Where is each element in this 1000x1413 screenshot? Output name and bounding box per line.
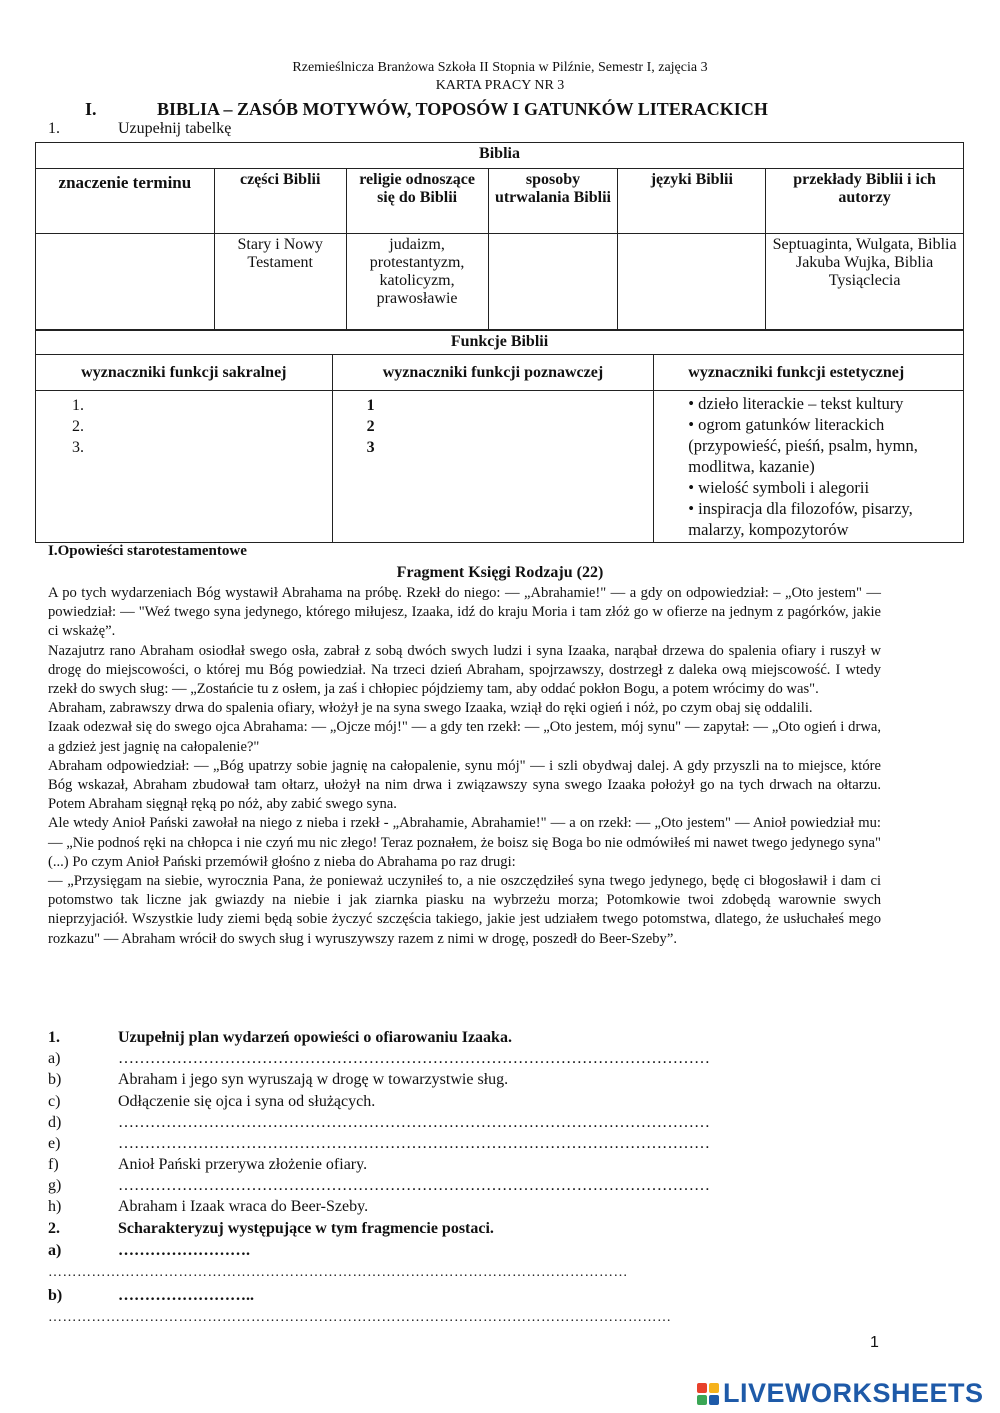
- header-sacral-function: wyznaczniki funkcji sakralnej: [36, 355, 333, 391]
- header-preservation: sposoby utrwalania Biblii: [488, 169, 618, 234]
- functions-table: [35, 330, 964, 543]
- worksheet-number: KARTA PRACY NR 3: [435, 78, 565, 93]
- aesthetic-item: • dzieło literackie – tekst kultury: [688, 394, 904, 413]
- answer-line[interactable]: …………………………………………………………………………………………………………: [48, 1265, 628, 1280]
- story-text: [48, 584, 881, 949]
- answer-line[interactable]: …………………………………………………………………………………………………………………: [48, 1310, 672, 1325]
- aesthetic-item: • ogrom gatunków literackich (przypowieść, pieśń, psalm, hymn, modlitwa, kazanie): [688, 415, 918, 476]
- plan-item-b: b) Abraham i jego syn wyruszają w drogę w towarzystwie sług.: [48, 1071, 509, 1088]
- story-paragraph: Abraham, zabrawszy drwa do spalenia ofiary, włożył je na syna swego Izaaka, wziął do ręki ogień i nóż, po czym obaj się oddalili.: [48, 700, 813, 717]
- header-cognitive-function: wyznaczniki funkcji poznawczej: [332, 355, 654, 391]
- task-2-instruction: 1. Uzupełnij plan wydarzeń opowieści o ofiarowaniu Izaaka.: [48, 1029, 512, 1046]
- character-a[interactable]: a) …………………….: [48, 1242, 250, 1259]
- functions-table-caption: Funkcje Biblii: [36, 331, 964, 355]
- cell-bible-parts: Stary i Nowy Testament: [214, 234, 346, 330]
- plan-item-c: c) Odłączenie się ojca i syna od służących.: [48, 1093, 376, 1110]
- plan-item-f: f) Anioł Pański przerywa złożenie ofiary.: [48, 1156, 368, 1173]
- plan-item-g[interactable]: g) …………………………………………………………………………………………………: [48, 1177, 710, 1194]
- fragment-title: Fragment Księgi Rodzaju (22): [396, 564, 604, 581]
- character-b[interactable]: b) ……………………..: [48, 1287, 254, 1304]
- logo-square: [697, 1383, 707, 1393]
- story-paragraph: — „Przysięgam na siebie, wyrocznia Pana, że ponieważ uczyniłeś to, a nie oszczędziłeś syna twego jedynego, będę ci błogosławił i dam ci potomstwo tak liczne jak gwiazdy na niebie i jak ziarnka piasku na wybrzeżu morza; Potomkowie twoi zdobędą warownie swych nieprzyjaciół. Wszystkie ludy ziemi będą sobie życzyć szczęścia takiego, jakie jest udziałem twego potomstwa, dlatego, że usłuchałeś mego rozkazu" — Abraham wrócił do swych sług i wyruszywszy razem z nimi w drogę, poszedł do Beer-Szeby”.: [48, 873, 881, 947]
- cognitive-answers[interactable]: [332, 391, 654, 543]
- story-paragraph: Abraham odpowiedział: — „Bóg upatrzy sobie jagnię na całopalenie, synu mój" — i szli obydwaj dalej. A gdy przyszli na to miejsce, które Bóg wskazał, Abraham zbudował tam ołtarz, ułożył na nim drwa i związawszy syna swego Izaaka położył go na tych drwach na ołtarzu. Potem Abraham sięgnął ręką po nóż, aby zabić swego syna.: [48, 757, 881, 813]
- sacral-item[interactable]: 1.: [72, 397, 84, 414]
- answer-languages[interactable]: [618, 234, 766, 330]
- answer-term-meaning[interactable]: [36, 234, 215, 330]
- header-religions: religie odnoszące się do Biblii: [346, 169, 488, 234]
- logo-text: LIVEWORKSHEETS: [723, 1378, 984, 1408]
- sacral-item[interactable]: 3.: [72, 439, 84, 456]
- cell-religions: judaizm, protestantyzm, katolicyzm, prawosławie: [346, 234, 488, 330]
- worksheet-title: [85, 99, 768, 120]
- school-header: Rzemieślnicza Branżowa Szkoła II Stopnia w Pilźnie, Semestr I, zajęcia 3: [292, 60, 708, 75]
- aesthetic-item: • wielość symboli i alegorii: [688, 478, 870, 497]
- logo-square: [697, 1395, 707, 1405]
- logo-grid-icon: [697, 1383, 719, 1405]
- logo-square: [709, 1395, 719, 1405]
- section-heading: I.Opowieści starotestamentowe: [48, 543, 247, 559]
- header-bible-parts: części Biblii: [214, 169, 346, 234]
- answer-preservation[interactable]: [488, 234, 618, 330]
- cognitive-item[interactable]: 1: [366, 397, 375, 414]
- story-paragraph: Nazajutrz rano Abraham osiodłał swego osła, zabrał z sobą dwóch swych ludzi i syna Izaaka, narąbał drzewa do spalenia ofiary i ruszył w drogę do miejscowości, o której mu Bóg powiedział. Na trzeci dzień Abraham, spojrzawszy, dostrzegł z daleka ową miejscowość. I wtedy rzekł do swych sług: — „Zostańcie tu z osłem, ja zaś i chłopiec pójdziemy tam, aby oddać pokłon Bogu, a potem wrócimy do was".: [48, 642, 881, 698]
- plan-item-d[interactable]: d) …………………………………………………………………………………………………: [48, 1114, 710, 1131]
- logo-square: [709, 1383, 719, 1393]
- plan-item-h: h) Abraham i Izaak wraca do Beer-Szeby.: [48, 1198, 369, 1215]
- cognitive-item[interactable]: 3: [366, 439, 375, 456]
- liveworksheets-logo: [697, 1378, 984, 1409]
- bible-table: [35, 142, 964, 330]
- page-number: 1: [870, 1334, 879, 1351]
- task-1-instruction: 1. Uzupełnij tabelkę: [48, 120, 232, 137]
- task-3-instruction: 2. Scharakteryzuj występujące w tym fragmencie postaci.: [48, 1220, 494, 1237]
- title-text: BIBLIA – ZASÓB MOTYWÓW, TOPOSÓW I GATUNKÓW LITERACKICH: [157, 99, 768, 119]
- plan-item-a[interactable]: a) …………………………………………………………………………………………………: [48, 1050, 710, 1067]
- story-paragraph: A po tych wydarzeniach Bóg wystawił Abrahama na próbę. Rzekł do niego: — „Abrahamie!" — a gdy on odpowiedział: – „Oto jestem" — powiedział: — "Weź twego syna jedynego, którego miłujesz, Izaaka, idź do kraju Moria i tam złóż go w ofierze na jednym z pagórków, jakie ci wskażę”.: [48, 585, 881, 640]
- story-paragraph: Izaak odezwał się do swego ojca Abrahama: — „Ojcze mój!" — a gdy ten rzekł: — „Oto jestem, mój synu" — zapytał: — „Oto ogień i drwa, a gdzież jest jagnię na całopalenie?": [48, 719, 881, 755]
- header-languages: języki Biblii: [618, 169, 766, 234]
- cognitive-item[interactable]: 2: [366, 418, 375, 435]
- story-paragraph: Ale wtedy Anioł Pański zawołał na niego z nieba i rzekł - „Abrahamie, Abrahamie!" — a on rzekł: — „Oto jestem" — Anioł powiedział mu: — „Nie podnoś ręki na chłopca i nie czyń mu nic złego! Teraz poznałem, że boisz się Boga bo nie odmówiłeś mi nawet twego jedynego syna" (...) Po czym Anioł Pański przemówił głośno z nieba do Abrahama po raz drugi:: [48, 815, 881, 870]
- plan-item-e[interactable]: e) …………………………………………………………………………………………………: [48, 1135, 710, 1152]
- cell-translations: Septuaginta, Wulgata, Biblia Jakuba Wujka, Biblia Tysiąclecia: [766, 234, 964, 330]
- title-number: I.: [85, 99, 97, 119]
- aesthetic-list: [654, 391, 964, 543]
- header-term-meaning: znaczenie terminu: [36, 169, 215, 234]
- header-translations: przekłady Biblii i ich autorzy: [766, 169, 964, 234]
- sacral-answers[interactable]: [36, 391, 333, 543]
- bible-table-caption: Biblia: [36, 143, 964, 169]
- sacral-item[interactable]: 2.: [72, 418, 84, 435]
- header-aesthetic-function: wyznaczniki funkcji estetycznej: [654, 355, 964, 391]
- aesthetic-item: • inspiracja dla filozofów, pisarzy, malarzy, kompozytorów: [688, 499, 913, 539]
